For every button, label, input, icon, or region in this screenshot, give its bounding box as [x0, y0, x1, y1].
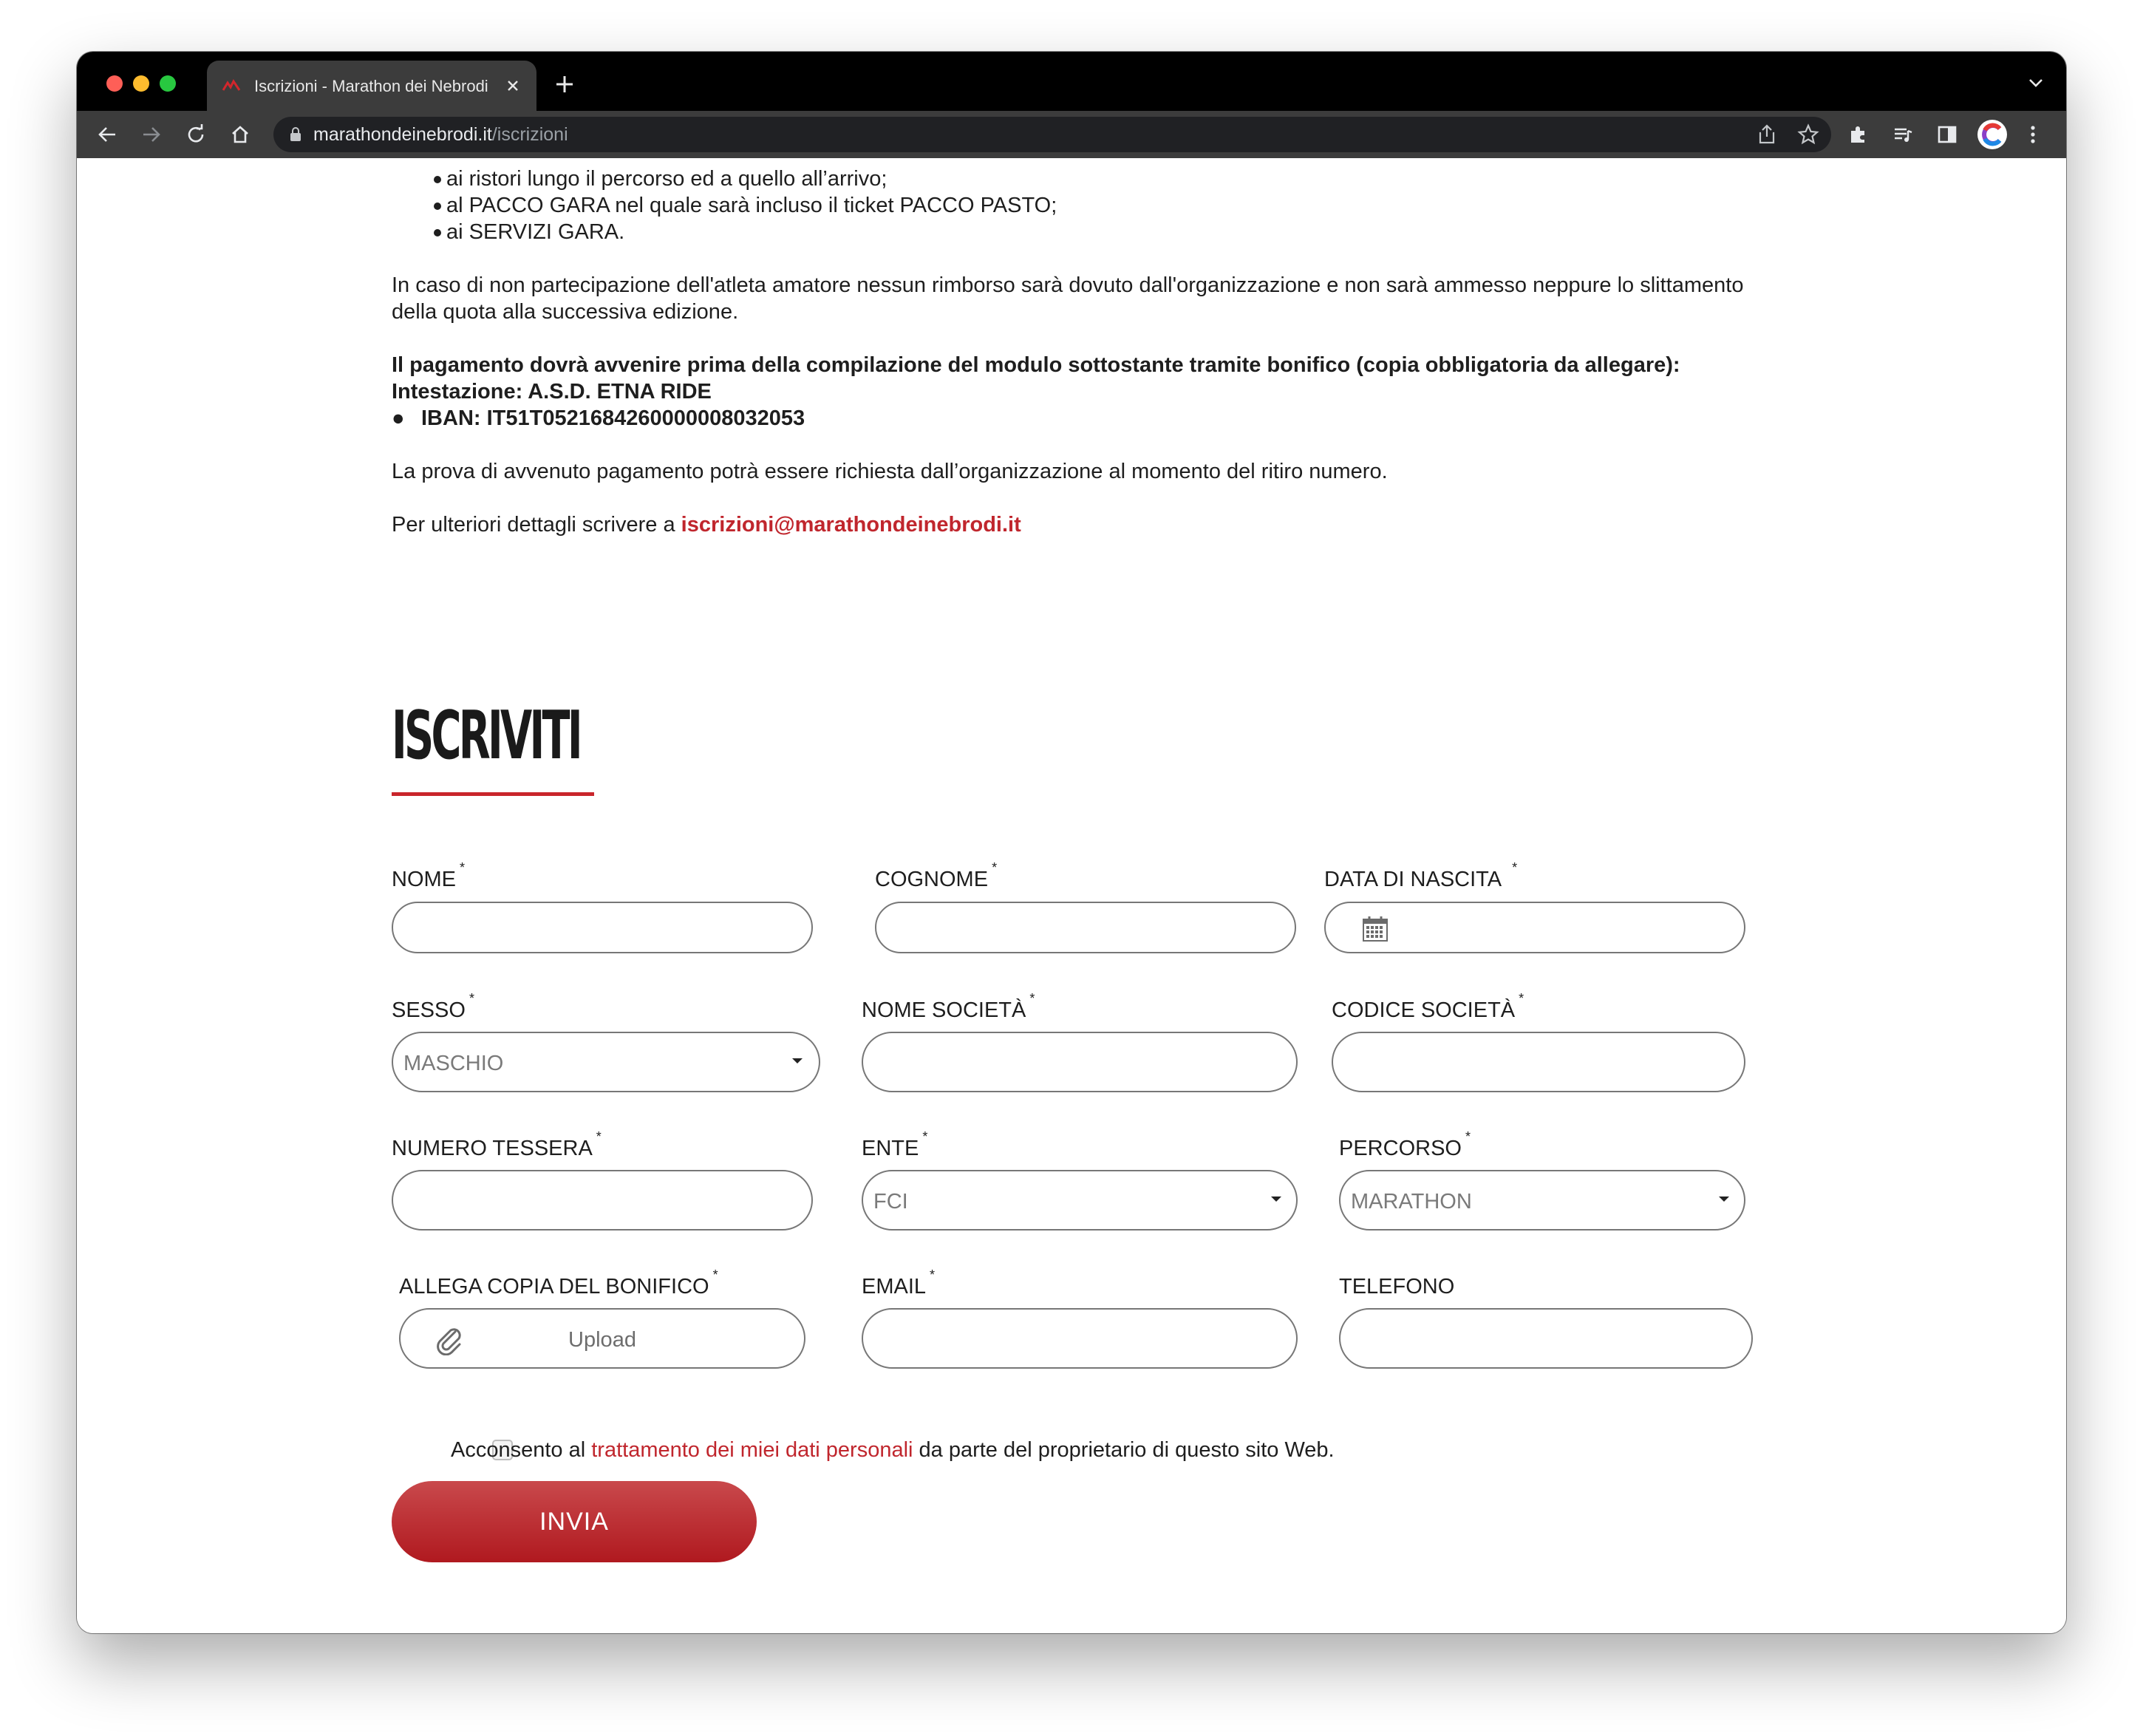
percorso-label: PERCORSO *	[1339, 1129, 1471, 1160]
info-bullet-pacco-gara: al PACCO GARA nel quale sarà incluso il ticket PACCO PASTO;	[446, 194, 1057, 217]
consent-prefix: Acconsento al	[451, 1438, 592, 1462]
account-holder: Intestazione: A.S.D. ETNA RIDE	[392, 380, 712, 404]
codice-societa-label: CODICE SOCIETÀ *	[1332, 991, 1524, 1022]
active-tab[interactable]	[207, 61, 536, 111]
bonifico-label: ALLEGA COPIA DEL BONIFICO *	[399, 1267, 718, 1298]
numero-tessera-input[interactable]	[392, 1170, 813, 1230]
consent-suffix: da parte del proprietario di questo sito Web.	[913, 1438, 1335, 1462]
nome-label: NOME *	[392, 860, 466, 891]
bullet-icon	[432, 219, 446, 245]
chevron-down-icon[interactable]	[2028, 77, 2044, 89]
address-bar[interactable]	[273, 117, 1831, 152]
numero-tessera-label: NUMERO TESSERA *	[392, 1129, 602, 1160]
info-bullet-servizi: ai SERVIZI GARA.	[446, 220, 625, 244]
caret-down-icon	[792, 1058, 803, 1063]
iban: IBAN: IT51T0521684260000008032053	[421, 406, 805, 430]
payment-instructions: Il pagamento dovrà avvenire prima della compilazione del modulo sottostante tramite bonifico (copia obbligatoria da allegare):	[392, 353, 1680, 377]
bullet-icon	[432, 192, 446, 219]
tab-close-icon[interactable]	[502, 75, 523, 96]
nome-societa-input[interactable]	[862, 1032, 1298, 1092]
lock-icon[interactable]	[290, 127, 301, 142]
refund-text-cont: della quota alla successiva edizione.	[392, 300, 739, 324]
new-tab-icon[interactable]	[554, 74, 575, 95]
email-label: EMAIL *	[862, 1267, 936, 1298]
home-icon[interactable]	[229, 123, 251, 146]
telefono-label: TELEFONO	[1339, 1275, 1455, 1298]
browser-toolbar	[77, 111, 2066, 158]
profile-avatar[interactable]	[1977, 120, 2007, 149]
sesso-label: SESSO *	[392, 991, 474, 1022]
caret-down-icon	[1719, 1197, 1729, 1202]
cognome-input[interactable]	[875, 902, 1296, 953]
sesso-selected-value: MASCHIO	[403, 1052, 504, 1075]
form-heading: ISCRIVITI	[392, 697, 580, 775]
contact-line	[392, 511, 1021, 538]
consent-text	[451, 1437, 1335, 1463]
caret-down-icon	[1271, 1197, 1281, 1202]
payment-proof-note: La prova di avvenuto pagamento potrà essere richiesta dall’organizzazione al momento del ritiro numero.	[392, 460, 1388, 483]
sidebar-icon[interactable]	[1936, 123, 1958, 146]
ente-selected-value: FCI	[873, 1190, 908, 1214]
url-path: /iscrizioni	[491, 124, 568, 145]
reading-list-icon[interactable]	[1892, 123, 1914, 146]
upload-label: Upload	[568, 1328, 636, 1352]
maximize-window-button[interactable]	[160, 75, 176, 92]
heading-underline	[392, 792, 594, 796]
browser-window	[77, 52, 2066, 1633]
site-favicon-icon	[222, 78, 241, 93]
back-icon[interactable]	[96, 123, 118, 146]
tab-strip	[77, 52, 2066, 111]
menu-icon[interactable]	[2022, 123, 2044, 146]
calendar-icon[interactable]	[1361, 915, 1389, 943]
data-nascita-input[interactable]	[1324, 902, 1745, 953]
percorso-select[interactable]	[1339, 1170, 1745, 1230]
upload-bonifico-button[interactable]	[399, 1308, 805, 1369]
star-icon[interactable]	[1797, 123, 1819, 146]
tab-title: Iscrizioni - Marathon dei Nebrodi	[254, 77, 488, 95]
privacy-policy-link[interactable]: trattamento dei miei dati personali	[591, 1438, 913, 1462]
cognome-label: COGNOME *	[875, 860, 998, 891]
forward-icon[interactable]	[140, 123, 163, 146]
percorso-selected-value: MARATHON	[1351, 1190, 1472, 1214]
email-input[interactable]	[862, 1308, 1298, 1369]
url-text	[313, 123, 568, 146]
profile-icon	[1977, 120, 2007, 149]
data-nascita-label: DATA DI NASCITA *	[1324, 860, 1518, 891]
telefono-input[interactable]	[1339, 1308, 1753, 1369]
bullet-icon	[432, 166, 446, 192]
minimize-window-button[interactable]	[133, 75, 149, 92]
page-content	[77, 158, 2066, 1633]
info-bullet-ristori: ai ristori lungo il percorso ed a quello all’arrivo;	[446, 167, 887, 191]
reload-icon[interactable]	[185, 123, 207, 146]
url-host: marathondeinebrodi.it	[313, 124, 492, 145]
contact-prefix: Per ulteriori dettagli scrivere a	[392, 513, 681, 537]
iban-bullet: ●	[392, 406, 405, 430]
ente-select[interactable]	[862, 1170, 1298, 1230]
codice-societa-input[interactable]	[1332, 1032, 1745, 1092]
ente-label: ENTE *	[862, 1129, 928, 1160]
refund-text: In caso di non partecipazione dell'atleta amatore nessun rimborso sarà dovuto dall'organizzazione e non sarà ammesso neppure lo slittamento	[392, 273, 1744, 297]
share-icon[interactable]	[1756, 123, 1778, 146]
close-window-button[interactable]	[106, 75, 123, 92]
nome-societa-label: NOME SOCIETÀ *	[862, 991, 1035, 1022]
submit-button[interactable]: INVIA	[392, 1481, 757, 1562]
nome-input[interactable]	[392, 902, 813, 953]
sesso-select[interactable]	[392, 1032, 820, 1092]
extensions-icon[interactable]	[1847, 123, 1870, 146]
contact-email-link[interactable]: iscrizioni@marathondeinebrodi.it	[681, 513, 1021, 537]
